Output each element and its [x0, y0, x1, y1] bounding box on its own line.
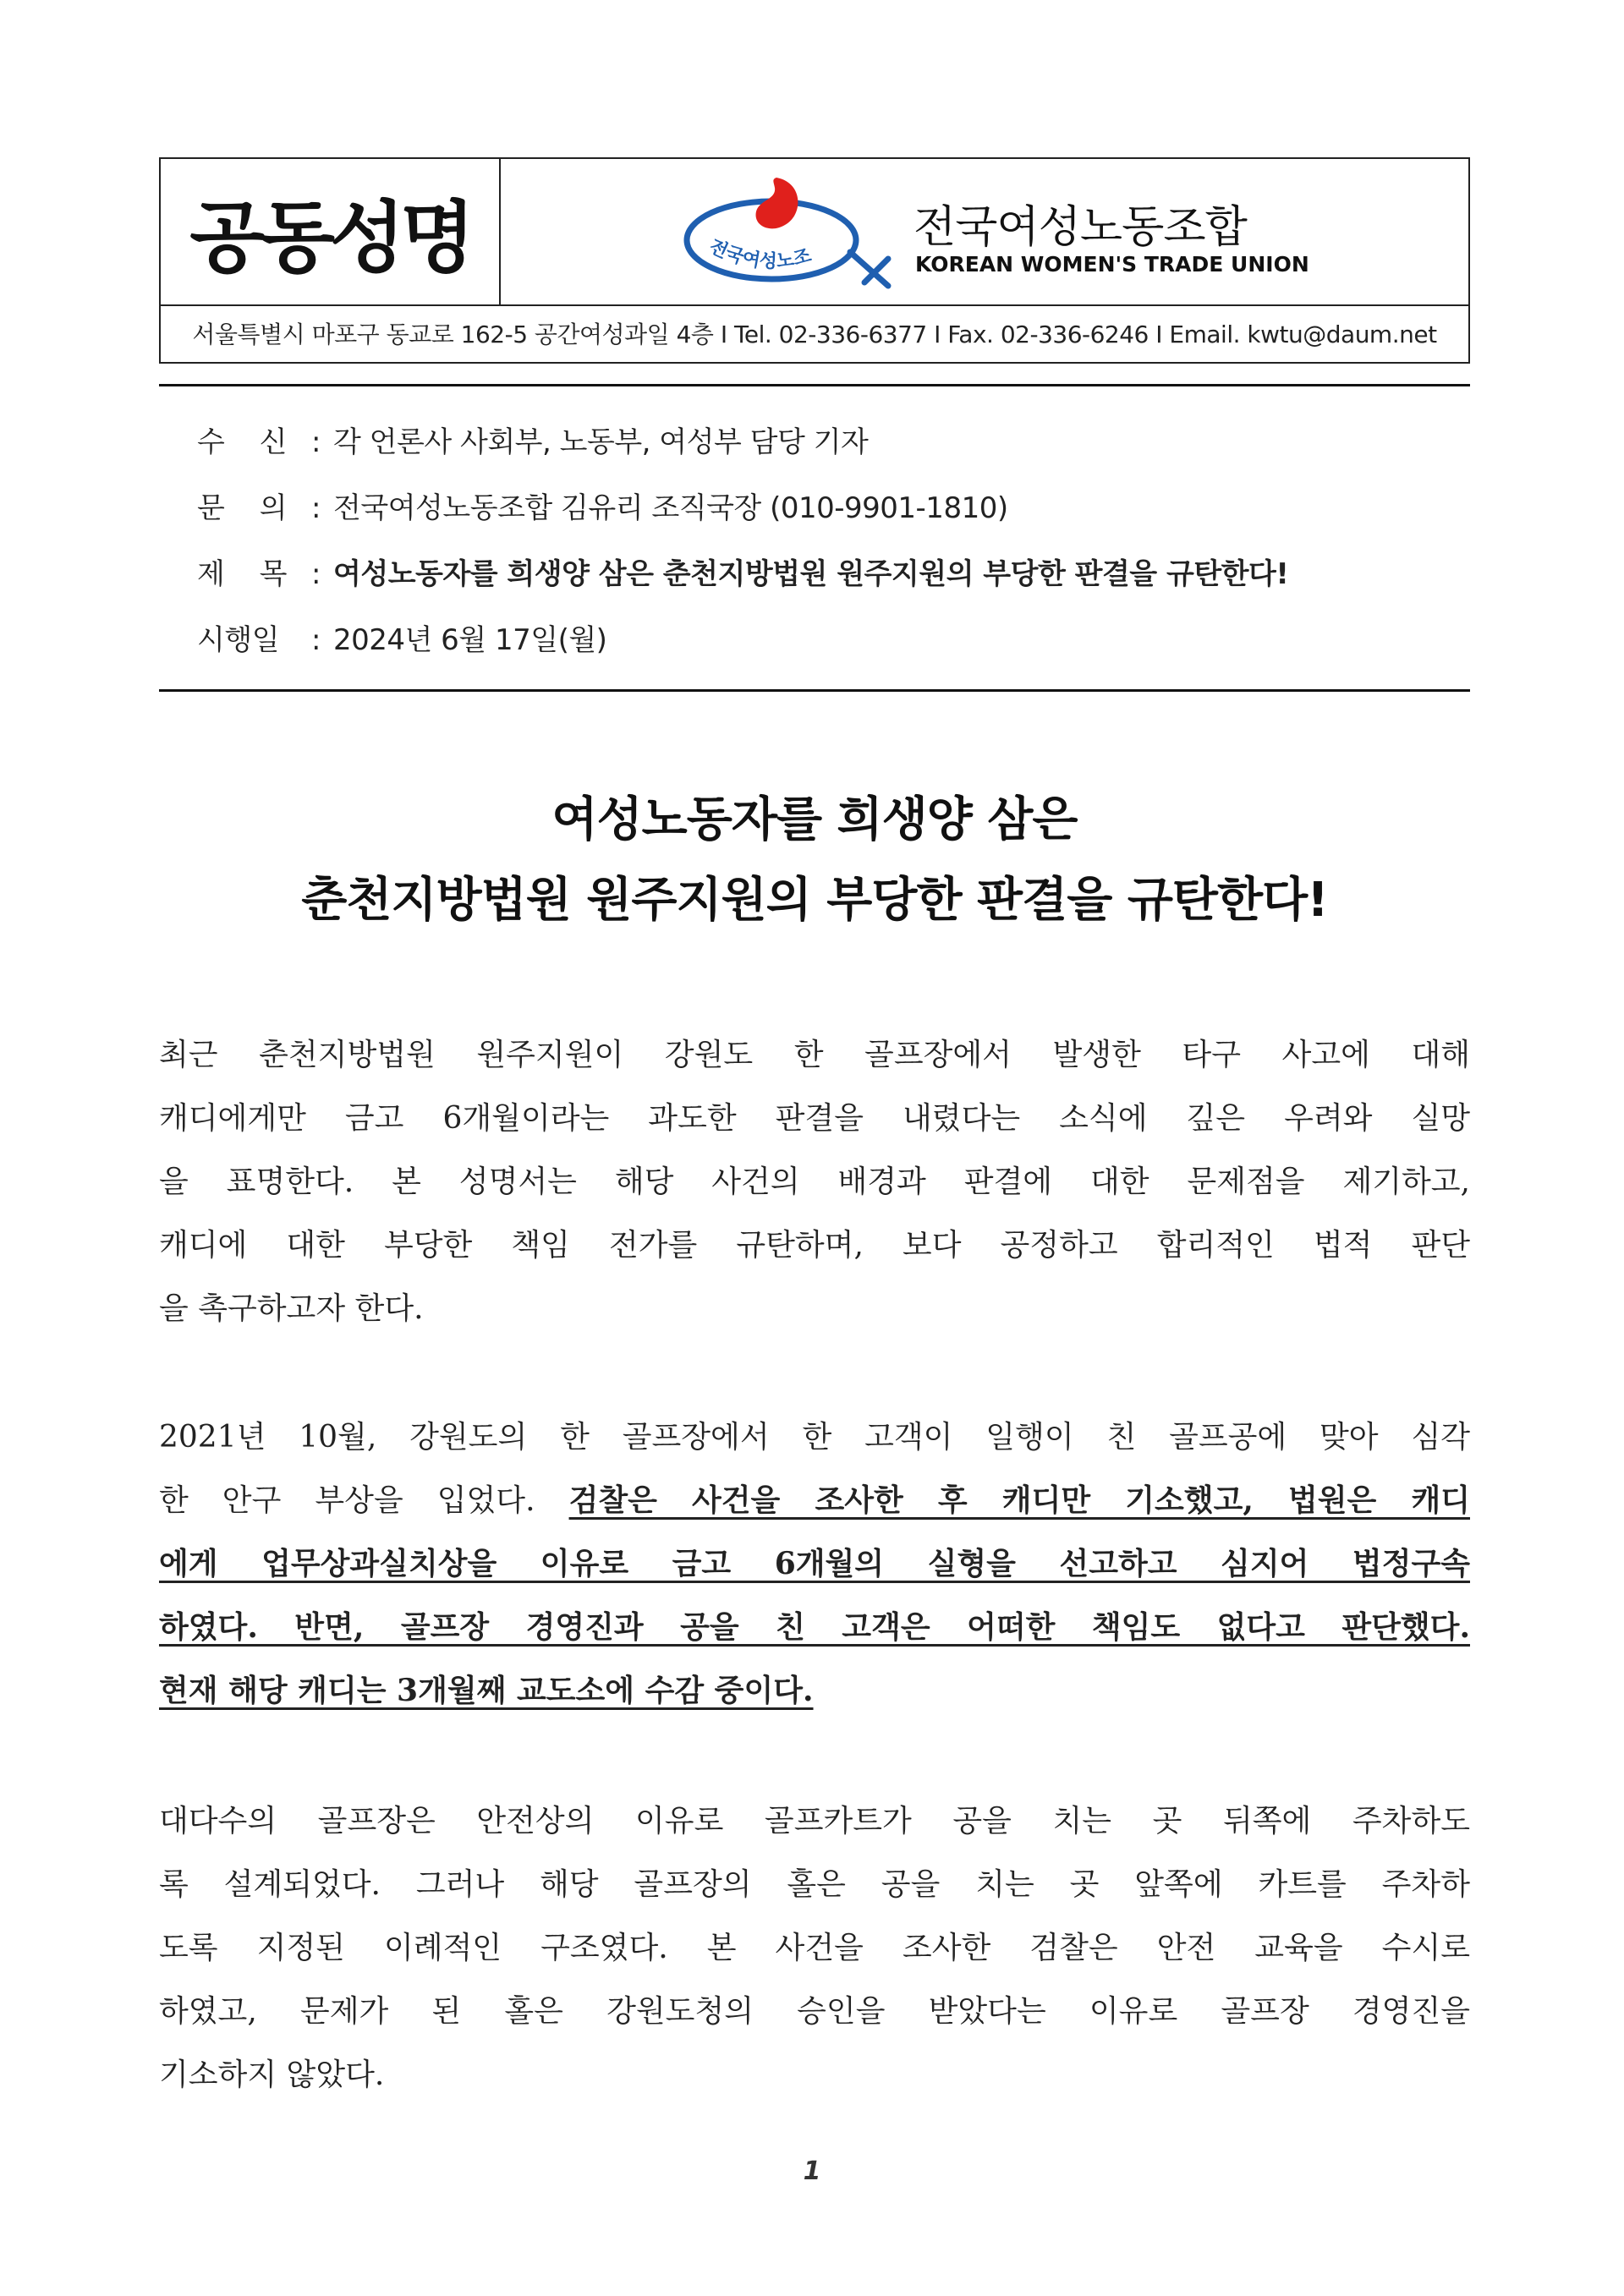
- info-separator: :: [311, 491, 321, 525]
- union-logo-icon: [677, 174, 897, 293]
- plain-text: 한 안구 부상을 입었다.: [159, 1483, 569, 1518]
- emphasized-line: 에게 업무상과실치상을 이유로 금고 6개월의 실형을 선고하고 심지어 법정구속: [159, 1546, 1470, 1581]
- paragraph-line: 대다수의 골프장은 안전상의 이유로 골프카트가 공을 치는 곳 뒤쪽에 주차하도: [159, 1804, 1470, 1838]
- statement-stamp-box: [161, 159, 501, 304]
- paragraph-line: 2021년 10월, 강원도의 한 골프장에서 한 고객이 일행이 친 골프공에 맞아 심각: [159, 1420, 1470, 1455]
- info-value: 각 언론사 사회부, 노동부, 여성부 담당 기자: [333, 425, 869, 459]
- info-date: [197, 616, 606, 658]
- paragraph-line: 캐디에게만 금고 6개월이라는 과도한 판결을 내렸다는 소식에 깊은 우려와 실망: [159, 1101, 1470, 1136]
- org-identity: [499, 159, 1468, 304]
- emphasized-line: 하였다. 반면, 골프장 경영진과 공을 친 고객은 어떠한 책임도 없다고 판단했다.: [159, 1609, 1470, 1645]
- paragraph-line: 록 설계되었다. 그러나 해당 골프장의 홀은 공을 치는 곳 앞쪽에 카트를 주차하: [159, 1867, 1470, 1902]
- divider-bottom: [159, 689, 1470, 692]
- org-name-en: KOREAN WOMEN'S TRADE UNION: [915, 252, 1309, 277]
- paragraph-line: 캐디에 대한 부당한 책임 전가를 규탄하며, 보다 공정하고 합리적인 법적 판단: [159, 1228, 1470, 1263]
- letterhead-top: [161, 159, 1468, 306]
- emphasized-line: 현재 해당 캐디는 3개월째 교도소에 수감 중이다.: [159, 1673, 814, 1708]
- info-label: 문 의: [197, 491, 287, 525]
- info-value: 전국여성노동조합 김유리 조직국장 (010-9901-1810): [333, 491, 1008, 525]
- info-subject: [197, 551, 1288, 592]
- page-number: 1: [803, 2156, 821, 2186]
- divider-top: [159, 384, 1470, 386]
- svg-text:전국여성노조: [705, 235, 814, 272]
- emphasized-line-wrap: [159, 1659, 1470, 1723]
- info-value: 2024년 6월 17일(월): [333, 623, 607, 657]
- paragraph-line-mixed: [159, 1469, 1470, 1532]
- info-label: 수 신: [197, 425, 287, 459]
- info-label: 제 목: [197, 557, 287, 591]
- paragraph-1: [159, 1023, 1470, 1340]
- info-inquiry: [197, 485, 1008, 526]
- emphasized-text: 검찰은 사건을 조사한 후 캐디만 기소했고, 법원은 캐디: [568, 1482, 1470, 1518]
- paragraph-line: 도록 지정된 이례적인 구조였다. 본 사건을 조사한 검찰은 안전 교육을 수시로: [159, 1931, 1470, 1965]
- paragraph-line: 을 표명한다. 본 성명서는 해당 사건의 배경과 판결에 대한 문제점을 제기하고,: [159, 1164, 1470, 1199]
- letterhead: [159, 157, 1470, 364]
- paragraph-3: [159, 1789, 1470, 2107]
- contact-line: 서울특별시 마포구 동교로 162-5 공간여성과일 4층 I Tel. 02-336-6377 I Fax. 02-336-6246 I Email. kwtu@daum.net: [192, 321, 1437, 348]
- info-recipient: [197, 419, 868, 460]
- statement-stamp: 공동성명: [189, 193, 470, 283]
- paragraph-line: 기소하지 않았다.: [159, 2058, 385, 2092]
- paragraph-line: 을 촉구하고자 한다.: [159, 1291, 424, 1326]
- info-label: 시행일: [197, 623, 280, 657]
- paragraph-2: [159, 1406, 1470, 1723]
- info-value: 여성노동자를 희생양 삼은 춘천지방법원 원주지원의 부당한 판결을 규탄한다!: [333, 557, 1289, 591]
- info-separator: :: [311, 623, 321, 657]
- paragraph-line: 최근 춘천지방법원 원주지원이 강원도 한 골프장에서 발생한 타구 사고에 대해: [159, 1038, 1470, 1072]
- headline-line-1: 여성노동자를 희생양 삼은: [551, 792, 1078, 847]
- info-separator: :: [311, 557, 321, 591]
- logo-text: 전국여성노조: [705, 236, 814, 273]
- paragraph-line: 하였고, 문제가 된 홀은 강원도청의 승인을 받았다는 이유로 골프장 경영진을: [159, 1994, 1470, 2029]
- info-separator: :: [311, 425, 321, 459]
- org-name: 전국여성노동조합: [914, 202, 1247, 253]
- headline-line-2: 춘천지방법원 원주지원의 부당한 판결을 규탄한다!: [301, 873, 1328, 928]
